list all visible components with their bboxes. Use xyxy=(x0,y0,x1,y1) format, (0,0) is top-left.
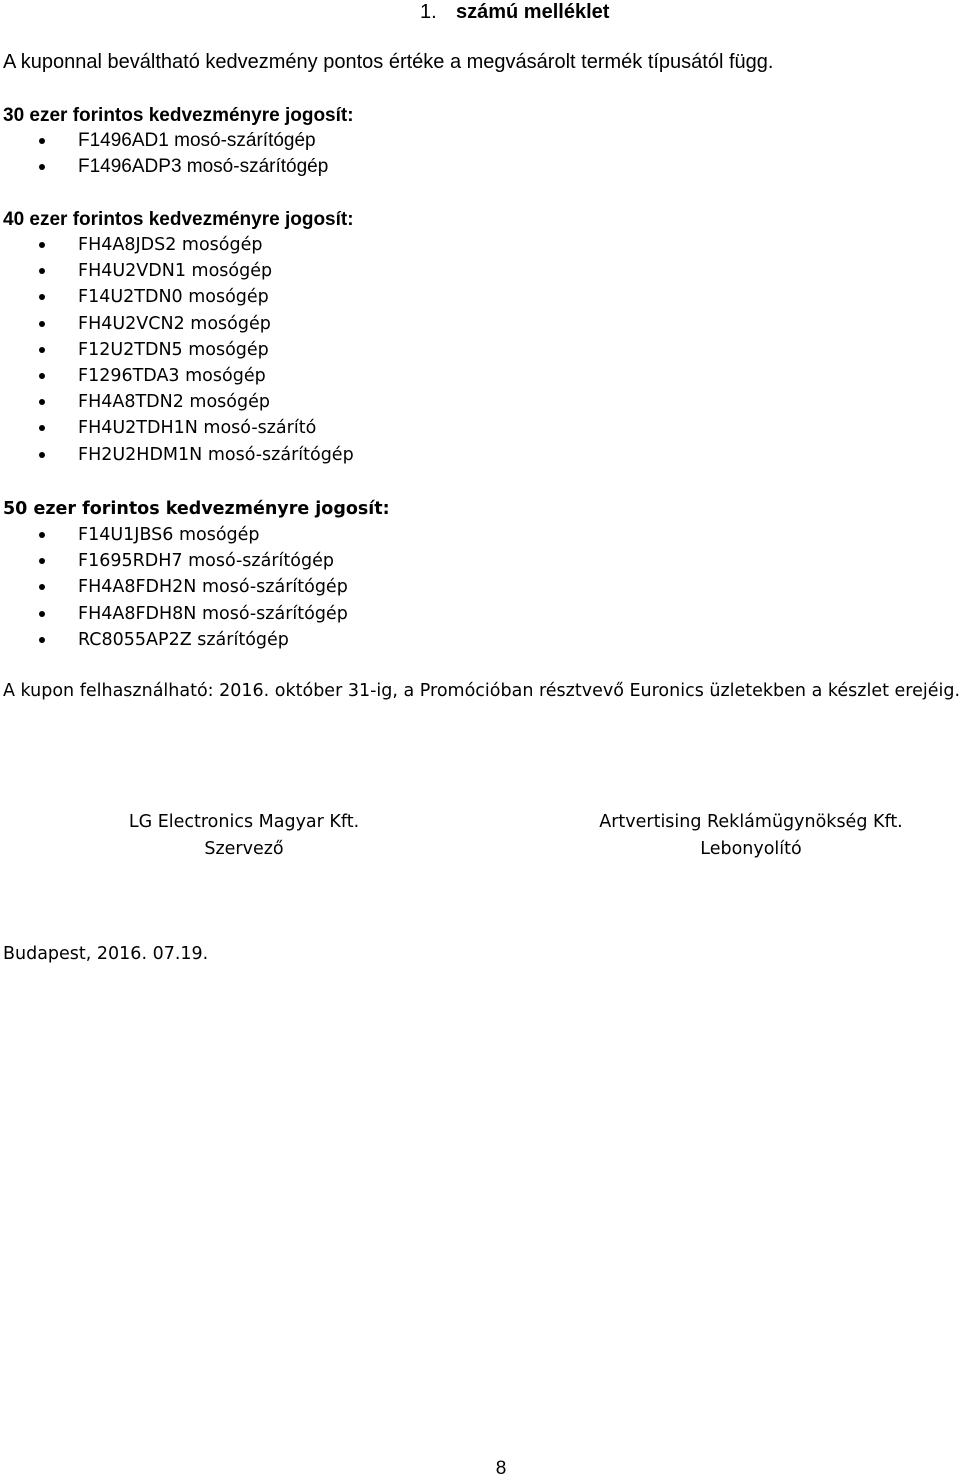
date-place: Budapest, 2016. 07.19. xyxy=(3,944,209,964)
signature-executor xyxy=(572,809,930,863)
bullet-icon xyxy=(39,452,45,458)
product-text: F14U1JBS6 mosógép xyxy=(78,525,260,545)
product-text: F1496ADP3 mosó-szárítógép xyxy=(78,156,329,178)
product-text: FH4A8FDH8N mosó-szárítógép xyxy=(78,603,348,624)
bullet-icon xyxy=(39,321,45,327)
executor-role: Lebonyolító xyxy=(700,839,802,859)
group-title-50: 50 ezer forintos kedvezményre jogosít: xyxy=(3,499,390,519)
product-text: FH4U2TDH1N mosó-szárító xyxy=(78,418,317,439)
bullet-icon xyxy=(39,532,45,538)
bullet-icon xyxy=(39,584,45,590)
executor-company: Artvertising Reklámügynökség Kft. xyxy=(599,812,903,832)
product-text: F14U2TDN0 mosógép xyxy=(78,287,269,308)
signature-organizer xyxy=(104,809,384,863)
product-text: F12U2TDN5 mosógép xyxy=(78,339,269,360)
product-text: FH4A8JDS2 mosógép xyxy=(78,235,263,255)
product-text: FH4A8FDH2N mosó-szárítógép xyxy=(78,577,348,598)
bullet-icon xyxy=(39,637,45,643)
coupon-validity-paragraph: A kupon felhasználható: 2016. október 31-ig, a Promócióban résztvevő Euronics üzletekben a készlet erejéig. xyxy=(3,681,960,701)
group-title-40: 40 ezer forintos kedvezményre jogosít: xyxy=(3,209,354,230)
bullet-icon xyxy=(39,611,45,617)
intro-paragraph: A kuponnal beváltható kedvezmény pontos értéke a megvásárolt termék típusától függ. xyxy=(3,51,774,73)
bullet-icon xyxy=(39,373,45,379)
group-title-30: 30 ezer forintos kedvezményre jogosít: xyxy=(3,105,354,126)
bullet-icon xyxy=(39,347,45,353)
organizer-company: LG Electronics Magyar Kft. xyxy=(128,812,360,832)
product-text: FH4U2VCN2 mosógép xyxy=(78,313,271,334)
bullet-icon xyxy=(39,399,45,405)
bullet-icon xyxy=(39,425,45,431)
bullet-icon xyxy=(39,138,45,144)
product-text: F1296TDA3 mosógép xyxy=(78,365,266,386)
product-text: FH2U2HDM1N mosó-szárítógép xyxy=(78,444,354,465)
product-text: FH4A8TDN2 mosógép xyxy=(78,392,270,413)
bullet-icon xyxy=(39,294,45,300)
product-text: F1496AD1 mosó-szárítógép xyxy=(78,130,316,151)
annex-label: számú melléklet xyxy=(456,1,610,23)
page-number: 8 xyxy=(495,1458,507,1479)
bullet-icon xyxy=(39,242,45,248)
bullet-icon xyxy=(39,558,45,564)
annex-heading xyxy=(420,0,609,24)
organizer-role: Szervező xyxy=(204,839,284,859)
bullet-icon xyxy=(39,164,45,170)
bullet-icon xyxy=(39,268,45,274)
product-text: RC8055AP2Z szárítógép xyxy=(78,629,289,650)
product-text: FH4U2VDN1 mosógép xyxy=(78,261,273,282)
product-text: F1695RDH7 mosó-szárítógép xyxy=(78,551,334,572)
annex-number: 1. xyxy=(420,1,437,23)
